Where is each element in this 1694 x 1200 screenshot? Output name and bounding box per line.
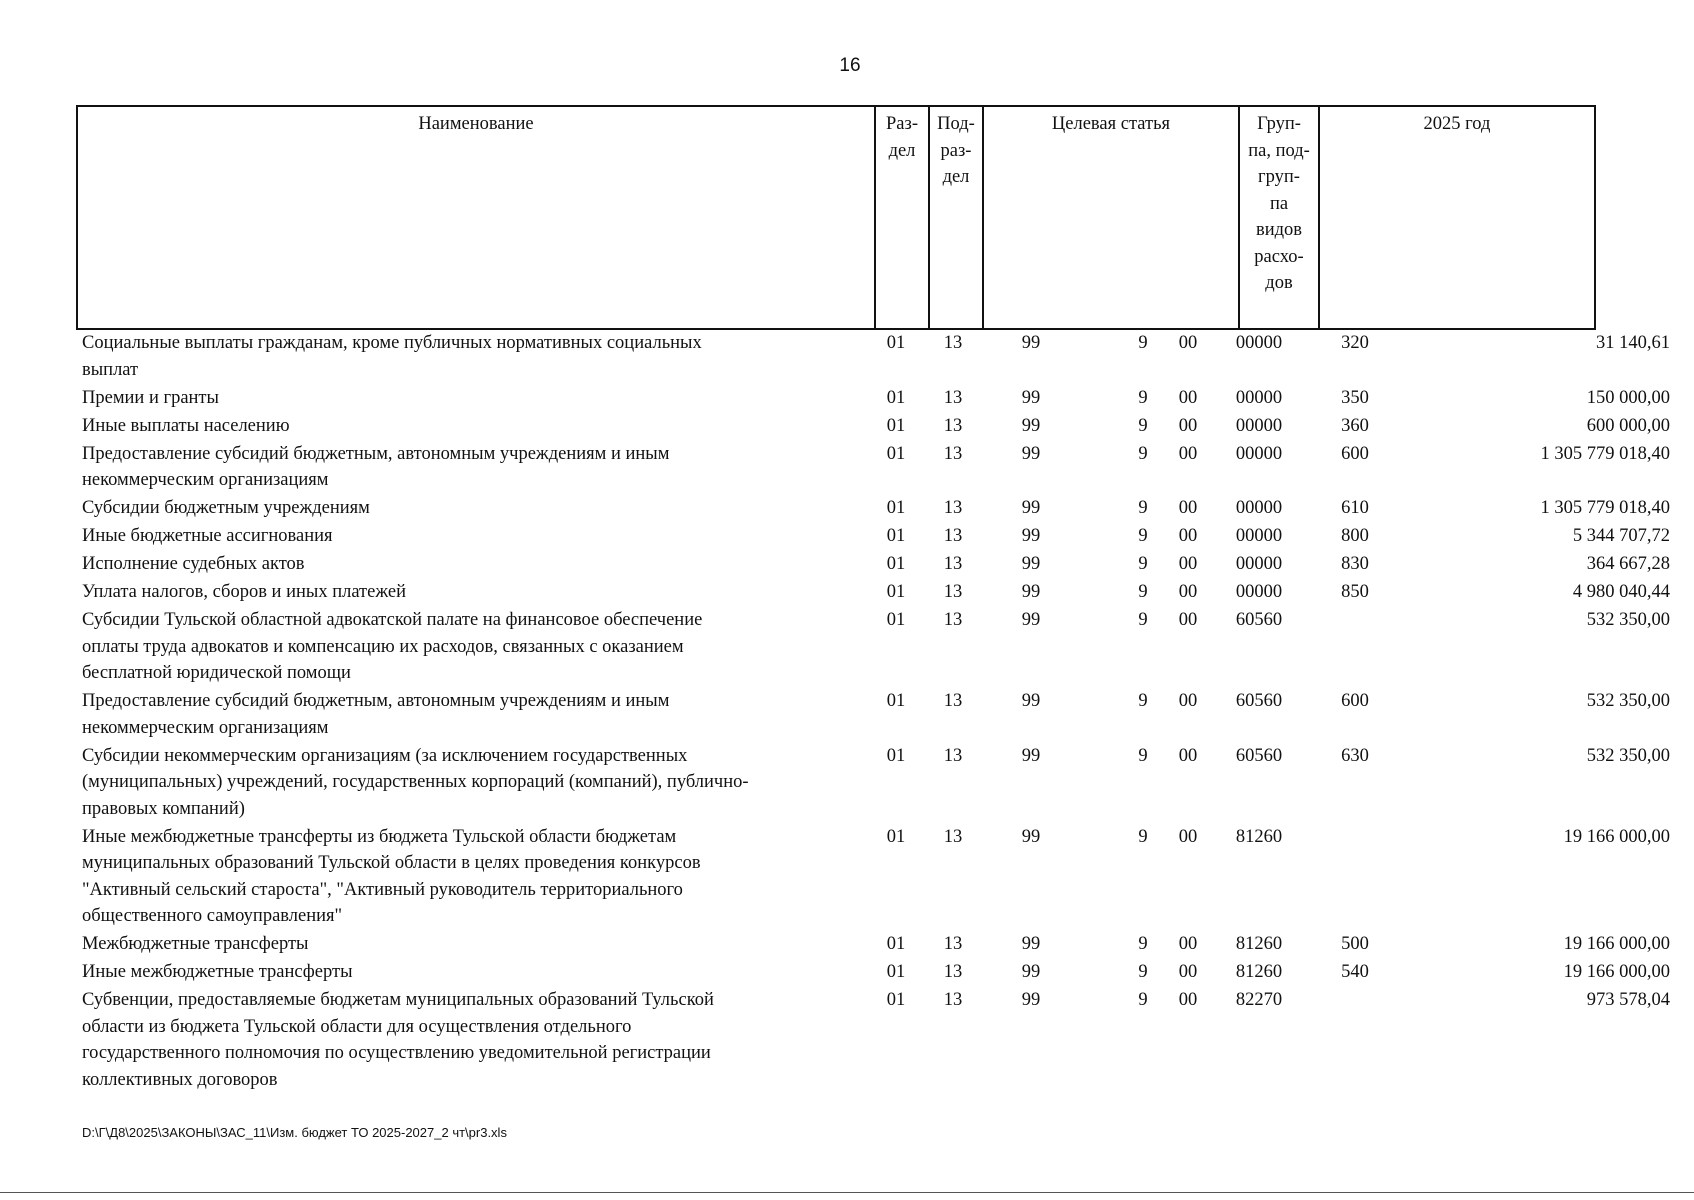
row-razdel: 01 (886, 415, 906, 436)
row-amount: 1 305 779 018,40 (1540, 443, 1670, 464)
row-expense-group: 830 (1341, 554, 1369, 574)
row-target-direction: 00000 (1235, 526, 1283, 546)
header-podrazdel-line: раз- (940, 140, 972, 161)
row-amount: 1 305 779 018,40 (1540, 498, 1670, 518)
header-group (1240, 107, 1320, 328)
table-row (76, 579, 1670, 606)
row-name-line: области из бюджета Тульской области для осуществления отдельного (82, 1016, 632, 1037)
row-razdel: 01 (886, 443, 906, 464)
row-podrazdel: 13 (943, 387, 963, 408)
row-target-subprogram: 9 (1138, 554, 1148, 574)
row-razdel: 01 (886, 610, 906, 630)
row-amount: 19 166 000,00 (1563, 962, 1670, 982)
row-target-event: 00 (1178, 990, 1198, 1010)
row-target-event: 00 (1178, 934, 1198, 954)
row-target-direction: 60560 (1235, 691, 1283, 711)
row-target-event: 00 (1178, 610, 1198, 630)
table-row (76, 607, 1670, 687)
row-target-program: 99 (1021, 990, 1041, 1010)
table-row (76, 413, 1670, 440)
row-target-subprogram: 9 (1138, 498, 1148, 518)
row-target-event: 00 (1178, 387, 1198, 408)
row-name (82, 824, 867, 930)
row-podrazdel: 13 (943, 745, 963, 766)
row-target-subprogram: 9 (1138, 745, 1148, 766)
row-name-line: муниципальных образований Тульской области в целях проведения конкурсов (82, 853, 701, 873)
row-razdel: 01 (886, 582, 906, 602)
row-razdel: 01 (886, 498, 906, 518)
row-name-line: Межбюджетные трансферты (82, 934, 309, 954)
row-name-line: Иные межбюджетные трансферты (82, 962, 353, 982)
row-name-line: Уплата налогов, сборов и иных платежей (82, 582, 407, 602)
row-target-program: 99 (1021, 443, 1041, 464)
row-name-line: бесплатной юридической помощи (82, 663, 351, 683)
row-target-event: 00 (1178, 554, 1198, 574)
table-row (76, 330, 1670, 383)
row-name (82, 495, 867, 522)
row-name (82, 959, 867, 986)
row-target-event: 00 (1178, 582, 1198, 602)
row-razdel: 01 (886, 745, 906, 766)
row-razdel: 01 (886, 333, 906, 353)
header-razdel (876, 107, 930, 328)
row-target-direction: 82270 (1235, 990, 1283, 1010)
table-row (76, 987, 1670, 1093)
row-expense-group: 540 (1341, 962, 1369, 982)
row-target-event: 00 (1178, 333, 1198, 353)
row-name (82, 385, 867, 412)
table-body (76, 330, 1670, 1095)
row-name-line: Субсидии некоммерческим организациям (за исключением государственных (82, 745, 688, 766)
row-name-line: Премии и гранты (82, 387, 219, 408)
header-target-article-label: Целевая статья (1051, 114, 1171, 134)
row-target-direction: 00000 (1235, 498, 1283, 518)
row-expense-group: 320 (1341, 333, 1369, 353)
row-amount: 19 166 000,00 (1563, 826, 1670, 847)
row-name-line: Иные выплаты населению (82, 415, 290, 436)
row-expense-group: 350 (1341, 387, 1369, 408)
row-amount: 600 000,00 (1586, 415, 1670, 436)
row-name (82, 330, 867, 383)
footer-file-path: D:\Г\Д8\2025\ЗАКОНЫ\ЗАС_11\Изм. бюджет ТО 2025-2027_2 чт\pr3.xls (82, 1125, 507, 1140)
row-name-line: Предоставление субсидий бюджетным, автономным учреждениям и иным (82, 691, 670, 711)
header-group-line: видов (1255, 220, 1303, 240)
row-name-line: Субсидии бюджетным учреждениям (82, 498, 370, 518)
row-amount: 5 344 707,72 (1572, 526, 1670, 546)
bottom-rule (0, 1192, 1694, 1193)
row-target-program: 99 (1021, 745, 1041, 766)
row-name-line: общественного самоуправления" (82, 906, 343, 926)
row-expense-group: 800 (1341, 526, 1369, 546)
row-name-line: Субсидии Тульской областной адвокатской палате на финансовое обеспечение (82, 610, 703, 630)
table-row (76, 824, 1670, 930)
row-name-line: коллективных договоров (82, 1069, 278, 1090)
header-razdel-line: Раз- (886, 114, 918, 134)
row-target-direction: 81260 (1235, 962, 1283, 982)
header-podrazdel-line: дел (942, 167, 970, 187)
row-name-line: Субвенции, предоставляемые бюджетам муниципальных образований Тульской (82, 990, 714, 1010)
row-target-event: 00 (1178, 415, 1198, 436)
row-amount: 4 980 040,44 (1572, 582, 1670, 602)
header-group-line: расхо- (1254, 246, 1304, 267)
row-name-line: Иные бюджетные ассигнования (82, 526, 333, 546)
row-amount: 973 578,04 (1586, 990, 1670, 1010)
header-group-line: дов (1265, 273, 1293, 293)
row-name-line: правовых компаний) (82, 798, 245, 819)
row-amount: 532 350,00 (1586, 610, 1670, 630)
row-podrazdel: 13 (943, 934, 963, 954)
row-target-subprogram: 9 (1138, 826, 1148, 847)
row-razdel: 01 (886, 691, 906, 711)
table-row (76, 385, 1670, 412)
row-name-line: Исполнение судебных актов (82, 554, 305, 574)
table-row (76, 551, 1670, 578)
row-name-line: некоммерческим организациям (82, 717, 329, 738)
row-target-subprogram: 9 (1138, 934, 1148, 954)
row-target-program: 99 (1021, 554, 1041, 574)
row-target-event: 00 (1178, 962, 1198, 982)
row-name (82, 441, 867, 494)
row-target-program: 99 (1021, 610, 1041, 630)
row-podrazdel: 13 (943, 826, 963, 847)
header-target-article (984, 107, 1240, 328)
row-name-line: Социальные выплаты гражданам, кроме публичных нормативных социальных (82, 333, 702, 353)
row-target-subprogram: 9 (1138, 610, 1148, 630)
row-razdel: 01 (886, 387, 906, 408)
row-target-program: 99 (1021, 582, 1041, 602)
row-amount: 364 667,28 (1586, 554, 1670, 574)
row-razdel: 01 (886, 526, 906, 546)
row-expense-group: 850 (1341, 582, 1369, 602)
row-name (82, 523, 867, 550)
header-group-line: па (1269, 193, 1289, 214)
row-target-subprogram: 9 (1138, 990, 1148, 1010)
row-target-subprogram: 9 (1138, 962, 1148, 982)
row-target-subprogram: 9 (1138, 333, 1148, 353)
row-amount: 150 000,00 (1586, 387, 1670, 408)
row-amount: 31 140,61 (1596, 333, 1670, 353)
row-expense-group: 600 (1341, 691, 1369, 711)
row-podrazdel: 13 (943, 526, 963, 546)
table-row (76, 931, 1670, 958)
row-target-program: 99 (1021, 498, 1041, 518)
row-target-direction: 00000 (1235, 387, 1283, 408)
row-target-program: 99 (1021, 387, 1041, 408)
header-group-line: па, под- (1248, 140, 1310, 161)
row-name (82, 607, 867, 687)
table-row (76, 688, 1670, 741)
row-target-program: 99 (1021, 415, 1041, 436)
row-target-subprogram: 9 (1138, 691, 1148, 711)
row-target-program: 99 (1021, 934, 1041, 954)
row-name-line: Иные межбюджетные трансферты из бюджета Тульской области бюджетам (82, 826, 677, 847)
header-podrazdel-line: Под- (937, 114, 975, 134)
row-amount: 532 350,00 (1586, 745, 1670, 766)
row-target-event: 00 (1178, 443, 1198, 464)
row-target-event: 00 (1178, 691, 1198, 711)
table-row (76, 441, 1670, 494)
row-target-subprogram: 9 (1138, 443, 1148, 464)
table-row (76, 743, 1670, 823)
row-podrazdel: 13 (943, 582, 963, 602)
table-row (76, 495, 1670, 522)
row-razdel: 01 (886, 962, 906, 982)
row-name-line: некоммерческим организациям (82, 470, 329, 490)
row-target-subprogram: 9 (1138, 415, 1148, 436)
page-number: 16 (839, 55, 861, 76)
row-target-event: 00 (1178, 498, 1198, 518)
row-podrazdel: 13 (943, 498, 963, 518)
row-name-line: государственного полномочия по осуществлению уведомительной регистрации (82, 1043, 711, 1063)
row-podrazdel: 13 (943, 691, 963, 711)
row-podrazdel: 13 (943, 610, 963, 630)
row-name-line: "Активный сельский староста", "Активный руководитель территориального (82, 879, 683, 900)
header-name (78, 107, 876, 328)
row-name (82, 931, 867, 958)
row-expense-group: 600 (1341, 443, 1369, 464)
row-podrazdel: 13 (943, 415, 963, 436)
header-year (1320, 107, 1594, 328)
row-target-program: 99 (1021, 333, 1041, 353)
row-razdel: 01 (886, 826, 906, 847)
row-razdel: 01 (886, 934, 906, 954)
row-target-program: 99 (1021, 962, 1041, 982)
row-name (82, 987, 867, 1093)
table-row (76, 959, 1670, 986)
row-amount: 532 350,00 (1586, 691, 1670, 711)
row-target-direction: 00000 (1235, 582, 1283, 602)
header-group-line: Груп- (1257, 114, 1301, 134)
row-name (82, 579, 867, 606)
row-target-direction: 00000 (1235, 415, 1283, 436)
row-podrazdel: 13 (943, 990, 963, 1010)
row-podrazdel: 13 (943, 333, 963, 353)
row-target-direction: 60560 (1235, 745, 1283, 766)
header-name-label: Наименование (418, 114, 534, 134)
header-year-label: 2025 год (1423, 114, 1491, 134)
row-name-line: Предоставление субсидий бюджетным, автономным учреждениям и иным (82, 443, 670, 464)
row-expense-group: 630 (1341, 745, 1369, 766)
row-target-direction: 00000 (1235, 554, 1283, 574)
row-target-event: 00 (1178, 526, 1198, 546)
row-podrazdel: 13 (943, 962, 963, 982)
row-expense-group: 360 (1341, 415, 1369, 436)
row-name (82, 551, 867, 578)
row-target-event: 00 (1178, 826, 1198, 847)
row-podrazdel: 13 (943, 554, 963, 574)
header-group-line: груп- (1258, 167, 1300, 187)
row-name (82, 688, 867, 741)
row-expense-group: 610 (1341, 498, 1369, 518)
row-target-subprogram: 9 (1138, 526, 1148, 546)
row-name-line: (муниципальных) учреждений, государственных корпораций (компаний), публично- (82, 772, 749, 792)
row-name-line: оплаты труда адвокатов и компенсацию их расходов, связанных с оказанием (82, 636, 684, 657)
row-target-event: 00 (1178, 745, 1198, 766)
row-target-program: 99 (1021, 826, 1041, 847)
row-target-direction: 00000 (1235, 443, 1283, 464)
row-name (82, 413, 867, 440)
row-expense-group: 500 (1341, 934, 1369, 954)
row-target-direction: 60560 (1235, 610, 1283, 630)
row-target-subprogram: 9 (1138, 387, 1148, 408)
header-podrazdel (930, 107, 984, 328)
row-target-direction: 81260 (1235, 934, 1283, 954)
row-target-direction: 81260 (1235, 826, 1283, 847)
row-razdel: 01 (886, 990, 906, 1010)
row-podrazdel: 13 (943, 443, 963, 464)
row-target-subprogram: 9 (1138, 582, 1148, 602)
header-razdel-line: дел (888, 140, 916, 161)
row-razdel: 01 (886, 554, 906, 574)
table-row (76, 523, 1670, 550)
row-target-direction: 00000 (1235, 333, 1283, 353)
row-target-program: 99 (1021, 691, 1041, 711)
row-name-line: выплат (82, 359, 139, 380)
row-name (82, 743, 867, 823)
table-header (76, 105, 1596, 330)
row-amount: 19 166 000,00 (1563, 934, 1670, 954)
row-target-program: 99 (1021, 526, 1041, 546)
